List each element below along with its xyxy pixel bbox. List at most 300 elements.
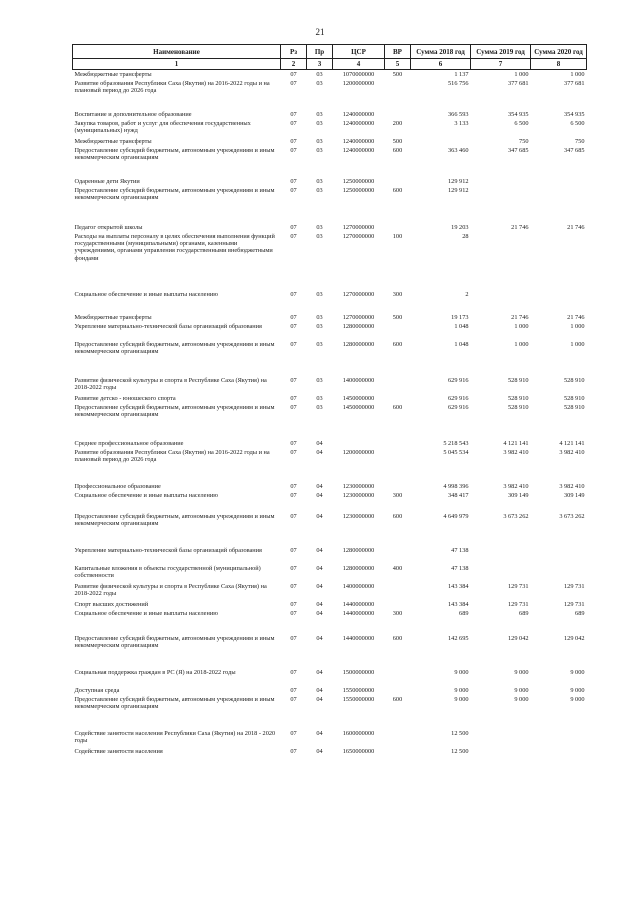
budget-table-container [72, 44, 586, 756]
cell-y2019: 528 910 [508, 403, 529, 411]
column-number: 6 [411, 59, 471, 70]
cell-rz: 07 [290, 322, 297, 330]
cell-pr: 04 [316, 686, 323, 694]
spacer-cell [73, 276, 587, 290]
cell-vr: 100 [392, 232, 403, 240]
cell-y2020: 1 000 [570, 322, 585, 330]
cell-rz: 07 [290, 403, 297, 411]
cell-csr: 1440000000 [342, 634, 375, 642]
cell-y2018: 47 138 [451, 564, 469, 572]
cell-name: Воспитание и дополнительное образование [74, 110, 192, 118]
cell-y2019: 3 673 262 [503, 512, 529, 520]
table-row [73, 322, 587, 340]
spacer-cell [73, 421, 587, 439]
cell-y2020: 129 731 [564, 600, 585, 608]
cell-vr [385, 439, 411, 448]
cell-y2019 [471, 177, 531, 186]
cell-pr: 03 [316, 79, 323, 87]
cell-vr: 600 [392, 403, 403, 411]
cell-y2018: 47 138 [451, 546, 469, 554]
cell-rz: 07 [290, 668, 297, 676]
cell-csr: 1440000000 [342, 600, 375, 608]
cell-vr [385, 177, 411, 186]
cell-name: Социальное обеспечение и иные выплаты населению [74, 609, 218, 617]
cell-y2018: 4 998 396 [443, 482, 469, 490]
cell-csr: 1070000000 [342, 71, 375, 78]
table-row [73, 600, 587, 609]
cell-csr: 1240000000 [342, 137, 375, 145]
cell-rz: 07 [290, 546, 297, 554]
cell-y2019: 377 681 [508, 79, 529, 87]
cell-y2020 [531, 290, 587, 299]
table-row [73, 695, 587, 713]
cell-rz: 07 [290, 177, 297, 185]
cell-y2019: 6 500 [514, 119, 529, 127]
cell-csr: 1230000000 [342, 491, 375, 499]
cell-pr: 04 [316, 600, 323, 608]
spacer-cell [73, 713, 587, 729]
cell-csr: 1600000000 [342, 729, 375, 737]
spacer-cell [73, 530, 587, 546]
cell-y2020: 9 000 [570, 668, 585, 676]
cell-csr: 1240000000 [342, 119, 375, 127]
cell-y2020: 528 910 [564, 376, 585, 384]
table-row [73, 313, 587, 322]
cell-y2018: 629 916 [448, 403, 469, 411]
table-row [73, 394, 587, 403]
cell-csr: 1550000000 [342, 686, 375, 694]
cell-csr: 1280000000 [342, 546, 375, 554]
spacer-cell [73, 164, 587, 177]
row-spacer [73, 358, 587, 376]
cell-y2019 [471, 186, 531, 204]
table-row [73, 747, 587, 756]
cell-csr: 1440000000 [342, 609, 375, 617]
cell-rz: 07 [290, 110, 297, 118]
cell-y2018: 129 912 [448, 186, 469, 194]
cell-pr: 04 [316, 491, 323, 499]
cell-name: Укрепление материально-технической базы организаций образования [74, 322, 262, 330]
cell-y2019: 3 982 410 [503, 448, 529, 456]
cell-csr: 1270000000 [342, 223, 375, 231]
cell-rz: 07 [290, 491, 297, 499]
cell-y2019: 9 000 [514, 668, 529, 676]
cell-csr: 1450000000 [342, 403, 375, 411]
cell-vr: 300 [392, 491, 403, 499]
cell-y2020: 129 042 [564, 634, 585, 642]
header-cell: Наименование [73, 45, 281, 59]
cell-y2020: 21 746 [567, 223, 585, 231]
cell-y2018: 143 384 [448, 600, 469, 608]
cell-y2020: 3 673 262 [559, 512, 585, 520]
cell-y2019: 1 000 [514, 322, 529, 330]
cell-y2020: 6 500 [570, 119, 585, 127]
table-row [73, 290, 587, 299]
cell-y2019: 3 982 410 [503, 482, 529, 490]
cell-pr: 04 [316, 609, 323, 617]
row-spacer [73, 530, 587, 546]
cell-name: Социальное обеспечение и иные выплаты населению [74, 491, 218, 499]
row-spacer [73, 421, 587, 439]
table-row [73, 340, 587, 358]
cell-pr: 03 [316, 340, 323, 348]
cell-rz: 07 [290, 340, 297, 348]
cell-pr: 03 [316, 376, 323, 384]
cell-y2020 [531, 177, 587, 186]
table-row [73, 448, 587, 466]
cell-y2019 [471, 729, 531, 747]
table-row [73, 70, 587, 79]
cell-vr: 600 [392, 146, 403, 154]
cell-name: Межбюджетные трансферты [74, 71, 152, 78]
table-row [73, 439, 587, 448]
cell-csr: 1270000000 [342, 290, 375, 298]
cell-y2019: 21 746 [511, 313, 529, 321]
cell-rz: 07 [290, 186, 297, 194]
spacer-cell [73, 97, 587, 110]
cell-y2020: 1 000 [570, 71, 585, 78]
cell-rz: 07 [290, 439, 297, 447]
cell-name: Предоставление субсидий бюджетным, автономным учреждениям и иным некоммерческим организациям [74, 340, 275, 355]
cell-rz: 07 [290, 79, 297, 87]
cell-y2020: 528 910 [564, 403, 585, 411]
cell-name: Доступная среда [74, 686, 120, 694]
cell-y2018: 129 912 [448, 177, 469, 185]
cell-rz: 07 [290, 729, 297, 737]
cell-csr: 1200000000 [342, 79, 375, 87]
cell-csr: 1280000000 [342, 564, 375, 572]
cell-vr [385, 600, 411, 609]
cell-name: Предоставление субсидий бюджетным, автономным учреждениям и иным некоммерческим организациям [74, 403, 275, 418]
cell-y2018: 19 203 [451, 223, 469, 231]
cell-y2019: 528 910 [508, 394, 529, 402]
row-spacer [73, 652, 587, 668]
cell-y2020: 1 000 [570, 340, 585, 348]
cell-pr: 03 [316, 137, 323, 145]
cell-vr: 300 [392, 609, 403, 617]
cell-vr: 500 [392, 71, 403, 78]
cell-csr: 1250000000 [342, 177, 375, 185]
cell-pr: 03 [316, 223, 323, 231]
cell-vr [385, 79, 411, 97]
cell-y2018: 19 173 [451, 313, 469, 321]
cell-y2019 [471, 747, 531, 756]
cell-vr: 400 [392, 564, 403, 572]
cell-vr: 600 [392, 695, 403, 703]
cell-y2020 [531, 564, 587, 582]
header-cell: ВР [385, 45, 411, 59]
cell-name: Капитальные вложения в объекты государственной (муниципальной) собственности [74, 564, 261, 579]
cell-csr: 1230000000 [342, 482, 375, 490]
cell-vr [385, 546, 411, 564]
cell-y2018: 12 500 [451, 747, 469, 755]
header-row [73, 45, 587, 59]
cell-rz: 07 [290, 564, 297, 572]
spacer-cell [73, 500, 587, 512]
cell-vr: 600 [392, 186, 403, 194]
cell-name: Одаренные дети Якутии [74, 177, 140, 185]
cell-pr: 04 [316, 448, 323, 456]
cell-vr [385, 686, 411, 695]
cell-name: Закупка товаров, работ и услуг для обеспечения государственных (муниципальных) нужд [74, 119, 251, 134]
table-row [73, 668, 587, 686]
cell-y2020: 309 149 [564, 491, 585, 499]
cell-pr: 03 [316, 110, 323, 118]
table-row [73, 609, 587, 618]
cell-rz: 07 [290, 146, 297, 154]
cell-pr: 03 [316, 232, 323, 240]
table-row [73, 582, 587, 600]
cell-pr: 03 [316, 71, 323, 78]
cell-csr: 1280000000 [342, 340, 375, 348]
table-row [73, 729, 587, 747]
table-row [73, 119, 587, 137]
cell-name: Социальная поддержка граждан в РС (Я) на 2018-2022 годы [74, 668, 236, 676]
cell-y2020: 528 910 [564, 394, 585, 402]
header-cell: Сумма 2020 год [531, 45, 587, 59]
cell-y2019 [471, 564, 531, 582]
cell-vr: 500 [392, 137, 403, 145]
row-spacer [73, 500, 587, 512]
column-number: 8 [531, 59, 587, 70]
cell-y2019: 689 [519, 609, 529, 617]
cell-y2018: 142 695 [448, 634, 469, 642]
column-number: 5 [385, 59, 411, 70]
cell-name: Укрепление материально-технической базы организаций образования [74, 546, 262, 554]
cell-csr: 1240000000 [342, 110, 375, 118]
column-number: 2 [281, 59, 307, 70]
cell-y2018: 629 916 [448, 394, 469, 402]
table-row [73, 177, 587, 186]
cell-vr [385, 668, 411, 686]
header-cell: Сумма 2018 год [411, 45, 471, 59]
header-cell: Пр [307, 45, 333, 59]
table-row [73, 110, 587, 119]
cell-csr: 1500000000 [342, 668, 375, 676]
cell-vr [385, 448, 411, 466]
cell-name: Профессиональное образование [74, 482, 161, 490]
row-spacer [73, 204, 587, 223]
column-number-row [73, 59, 587, 70]
cell-y2020: 3 982 410 [559, 482, 585, 490]
cell-y2019: 1 000 [514, 71, 529, 78]
cell-y2020: 9 000 [570, 695, 585, 703]
cell-rz: 07 [290, 232, 297, 240]
cell-name: Межбюджетные трансферты [74, 137, 152, 145]
cell-pr: 03 [316, 177, 323, 185]
cell-y2020: 4 121 141 [559, 439, 585, 447]
cell-name: Предоставление субсидий бюджетным, автономным учреждениям и иным некоммерческим организациям [74, 146, 275, 161]
cell-vr [385, 394, 411, 403]
header-cell: Сумма 2019 год [471, 45, 531, 59]
cell-pr: 04 [316, 747, 323, 755]
cell-csr: 1250000000 [342, 186, 375, 194]
cell-y2018: 366 593 [448, 110, 469, 118]
cell-rz: 07 [290, 482, 297, 490]
cell-name: Содействие занятости населения [74, 747, 163, 755]
cell-rz: 07 [290, 313, 297, 321]
cell-y2018: 4 649 979 [443, 512, 469, 520]
table-row [73, 634, 587, 652]
cell-y2020 [531, 729, 587, 747]
cell-y2019: 129 731 [508, 582, 529, 590]
cell-pr: 04 [316, 439, 323, 447]
cell-y2018: 516 756 [448, 79, 469, 87]
cell-pr: 03 [316, 146, 323, 154]
cell-y2018: 1 048 [454, 322, 469, 330]
spacer-cell [73, 358, 587, 376]
table-row [73, 186, 587, 204]
table-row [73, 403, 587, 421]
cell-y2020: 377 681 [564, 79, 585, 87]
cell-vr [385, 747, 411, 756]
cell-rz: 07 [290, 290, 297, 298]
cell-y2019 [471, 290, 531, 299]
cell-pr: 04 [316, 482, 323, 490]
cell-name: Содействие занятости населения Республики Саха (Якутия) на 2018 - 2020 годы [74, 729, 276, 744]
cell-vr: 600 [392, 512, 403, 520]
cell-vr: 300 [392, 290, 403, 298]
cell-y2019 [471, 546, 531, 564]
table-row [73, 146, 587, 164]
cell-vr: 600 [392, 634, 403, 642]
cell-csr: 1280000000 [342, 322, 375, 330]
spacer-cell [73, 299, 587, 313]
cell-rz: 07 [290, 394, 297, 402]
cell-rz: 07 [290, 512, 297, 520]
cell-y2018: 348 417 [448, 491, 469, 499]
cell-pr: 03 [316, 186, 323, 194]
cell-rz: 07 [290, 695, 297, 703]
cell-y2018: 5 218 543 [443, 439, 469, 447]
column-number: 4 [333, 59, 385, 70]
column-number: 7 [471, 59, 531, 70]
cell-vr [385, 110, 411, 119]
cell-csr [333, 439, 385, 448]
cell-y2018: 689 [459, 609, 469, 617]
cell-y2020: 347 685 [564, 146, 585, 154]
table-row [73, 376, 587, 394]
table-row [73, 564, 587, 582]
cell-pr: 04 [316, 546, 323, 554]
cell-pr: 03 [316, 403, 323, 411]
cell-y2019: 1 000 [514, 340, 529, 348]
cell-y2020 [531, 747, 587, 756]
row-spacer [73, 164, 587, 177]
cell-y2020 [531, 186, 587, 204]
cell-name: Социальное обеспечение и иные выплаты населению [74, 290, 218, 298]
cell-y2020 [531, 546, 587, 564]
cell-pr: 04 [316, 512, 323, 520]
cell-name: Развитие образования Республики Саха (Якутия) на 2016-2022 годы и на плановый период до 2026 года [74, 79, 270, 94]
spacer-cell [73, 652, 587, 668]
cell-name: Развитие физической культуры и спорта в Республике Саха (Якутия) на 2018-2022 годы [74, 376, 267, 391]
cell-name: Развитие образования Республики Саха (Якутия) на 2016-2022 годы и на плановый период до 2026 года [74, 448, 270, 463]
cell-name: Предоставление субсидий бюджетным, автономным учреждениям и иным некоммерческим организациям [74, 186, 275, 201]
spacer-cell [73, 618, 587, 634]
table-row [73, 491, 587, 500]
cell-y2020: 689 [575, 609, 585, 617]
row-spacer [73, 97, 587, 110]
cell-rz: 07 [290, 600, 297, 608]
row-spacer [73, 618, 587, 634]
cell-vr [385, 582, 411, 600]
cell-vr [385, 223, 411, 232]
cell-csr: 1200000000 [342, 448, 375, 456]
cell-name: Предоставление субсидий бюджетным, автономным учреждениям и иным некоммерческим организациям [74, 634, 275, 649]
cell-rz: 07 [290, 686, 297, 694]
cell-y2018 [411, 137, 471, 146]
table-row [73, 512, 587, 530]
table-row [73, 686, 587, 695]
cell-y2018: 9 000 [454, 668, 469, 676]
cell-name: Педагог открытой школы [74, 223, 143, 231]
cell-y2019: 9 000 [514, 695, 529, 703]
cell-name: Предоставление субсидий бюджетным, автономным учреждениям и иным некоммерческим организациям [74, 512, 275, 527]
cell-name: Развитие физической культуры и спорта в Республике Саха (Якутия) на 2018-2022 годы [74, 582, 267, 597]
cell-csr: 1400000000 [342, 582, 375, 590]
row-spacer [73, 276, 587, 290]
cell-vr [385, 322, 411, 340]
cell-y2020: 3 982 410 [559, 448, 585, 456]
cell-y2018: 12 500 [451, 729, 469, 737]
column-number: 1 [73, 59, 281, 70]
cell-y2019: 354 935 [508, 110, 529, 118]
cell-vr: 200 [392, 119, 403, 127]
cell-name: Предоставление субсидий бюджетным, автономным учреждениям и иным некоммерческим организациям [74, 695, 275, 710]
cell-vr [385, 376, 411, 394]
table-row [73, 137, 587, 146]
cell-name: Спорт высших достижений [74, 600, 149, 608]
cell-y2019: 309 149 [508, 491, 529, 499]
cell-y2020: 9 000 [570, 686, 585, 694]
cell-y2020: 750 [575, 137, 585, 145]
table-row [73, 482, 587, 491]
cell-csr: 1450000000 [342, 394, 375, 402]
table-row [73, 546, 587, 564]
cell-y2018: 1 137 [454, 71, 469, 78]
cell-name: Расходы на выплаты персоналу в целях обеспечения выполнения функций государственными (муниципальными) органами, казенными учреждениями, органами управления государственными внебюджетными фондами [74, 232, 275, 262]
row-spacer [73, 713, 587, 729]
page-number: 21 [315, 27, 325, 37]
cell-rz: 07 [290, 376, 297, 384]
header-cell: ЦСР [333, 45, 385, 59]
cell-y2018: 28 [462, 232, 469, 240]
cell-rz: 07 [290, 119, 297, 127]
cell-y2020 [531, 232, 587, 276]
cell-rz: 07 [290, 582, 297, 590]
cell-csr: 1270000000 [342, 313, 375, 321]
cell-y2018: 9 000 [454, 686, 469, 694]
cell-rz: 07 [290, 634, 297, 642]
cell-y2018: 9 000 [454, 695, 469, 703]
cell-pr: 04 [316, 634, 323, 642]
cell-name: Среднее профессиональное образование [74, 439, 184, 447]
cell-pr: 04 [316, 668, 323, 676]
cell-rz: 07 [290, 71, 297, 78]
cell-y2019 [471, 232, 531, 276]
spacer-cell [73, 204, 587, 223]
cell-rz: 07 [290, 609, 297, 617]
cell-y2018: 5 045 534 [443, 448, 469, 456]
cell-y2018: 363 460 [448, 146, 469, 154]
cell-csr: 1240000000 [342, 146, 375, 154]
cell-vr: 600 [392, 340, 403, 348]
cell-csr: 1400000000 [342, 376, 375, 384]
table-row [73, 79, 587, 97]
cell-pr: 04 [316, 695, 323, 703]
cell-y2019: 4 121 141 [503, 439, 529, 447]
